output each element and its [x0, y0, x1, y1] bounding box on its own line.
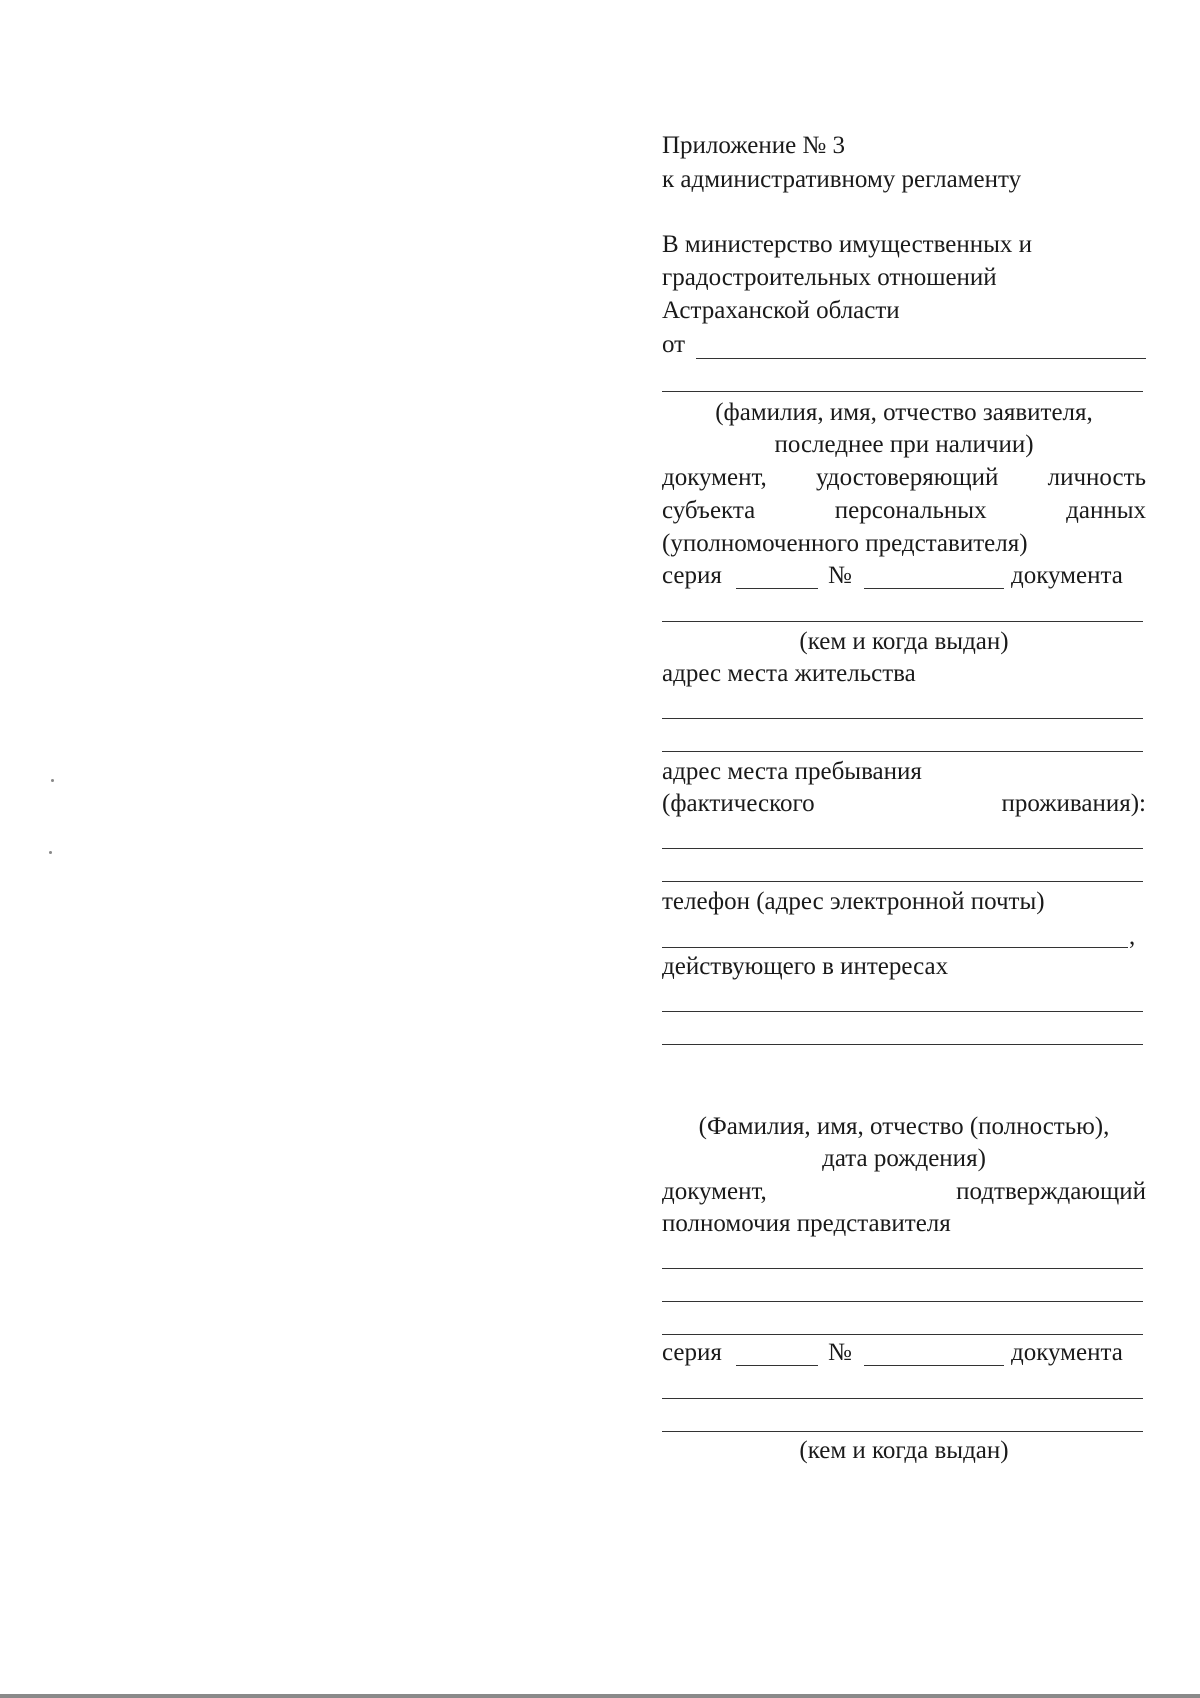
represented-line-1[interactable] [662, 1011, 1143, 1012]
series-input-line[interactable] [736, 588, 818, 589]
acting-label: действующего в интересах [662, 953, 949, 980]
id-doc-line-3: (уполномоченного представителя) [662, 530, 1028, 557]
issued-line-2a[interactable] [662, 1398, 1143, 1399]
issued-line[interactable] [662, 621, 1143, 622]
page-bottom-edge [0, 1694, 1200, 1698]
series-label: серия [662, 562, 722, 589]
appendix-number: Приложение № 3 [662, 132, 846, 159]
authority-doc-line-2: полномочия представителя [662, 1210, 951, 1237]
applicant-name-caption-1: (фамилия, имя, отчество заявителя, [715, 399, 1093, 426]
addressee-line-1: В министерство имущественных и [662, 231, 1033, 258]
applicant-name-caption-2: последнее при наличии) [774, 431, 1034, 458]
represented-name-caption-1: (Фамилия, имя, отчество (полностью), [698, 1113, 1110, 1140]
applicant-name-line-1[interactable] [696, 358, 1146, 359]
residence-line-2[interactable] [662, 751, 1143, 752]
represented-name-caption-2: дата рождения) [822, 1145, 986, 1172]
scan-speck [49, 851, 52, 854]
stay-label-1: адрес места пребывания [662, 758, 922, 785]
authority-doc-word-1: документ, [662, 1178, 767, 1205]
scan-speck [51, 779, 54, 782]
authority-line-3[interactable] [662, 1334, 1143, 1335]
id-doc-word-1: документ, [662, 464, 767, 491]
issued-caption-2: (кем и когда выдан) [799, 1437, 1009, 1464]
document-label: документа [1011, 562, 1123, 589]
document-label-2: документа [1011, 1339, 1123, 1366]
id-doc-word-6: данных [1066, 497, 1146, 524]
stay-word-1: (фактического [662, 790, 815, 817]
issued-line-2b[interactable] [662, 1431, 1143, 1432]
stay-label-2 [662, 789, 1146, 819]
addressee-line-3: Астраханской области [662, 297, 900, 324]
series-input-line-2[interactable] [736, 1365, 818, 1366]
authority-line-1[interactable] [662, 1268, 1143, 1269]
stay-line-2[interactable] [662, 881, 1143, 882]
number-label: № [828, 562, 852, 589]
issued-caption: (кем и когда выдан) [799, 628, 1009, 655]
number-input-line[interactable] [864, 588, 1004, 589]
authority-doc-line-1 [662, 1177, 1146, 1207]
id-doc-word-5: персональных [834, 497, 987, 524]
id-doc-word-3: личность [1047, 464, 1146, 491]
represented-line-2[interactable] [662, 1044, 1143, 1045]
id-doc-word-2: удостоверяющий [816, 464, 999, 491]
phone-label: телефон (адрес электронной почты) [662, 888, 1045, 915]
phone-comma: , [1129, 923, 1136, 950]
authority-line-2[interactable] [662, 1301, 1143, 1302]
stay-line-1[interactable] [662, 848, 1143, 849]
addressee-line-2: градостроительных отношений [662, 264, 997, 291]
series-label-2: серия [662, 1339, 722, 1366]
regulation-reference: к административному регламенту [662, 166, 1022, 193]
id-doc-word-4: субъекта [662, 497, 756, 524]
number-label-2: № [828, 1339, 852, 1366]
phone-line[interactable] [662, 947, 1128, 948]
id-doc-line-2 [662, 496, 1146, 526]
residence-line-1[interactable] [662, 718, 1143, 719]
stay-word-2: проживания): [1001, 790, 1146, 817]
id-doc-line-1 [662, 463, 1146, 493]
from-label: от [662, 331, 686, 358]
applicant-name-line-2[interactable] [662, 391, 1143, 392]
number-input-line-2[interactable] [864, 1365, 1004, 1366]
residence-label: адрес места жительства [662, 660, 916, 687]
authority-doc-word-2: подтверждающий [956, 1178, 1146, 1205]
